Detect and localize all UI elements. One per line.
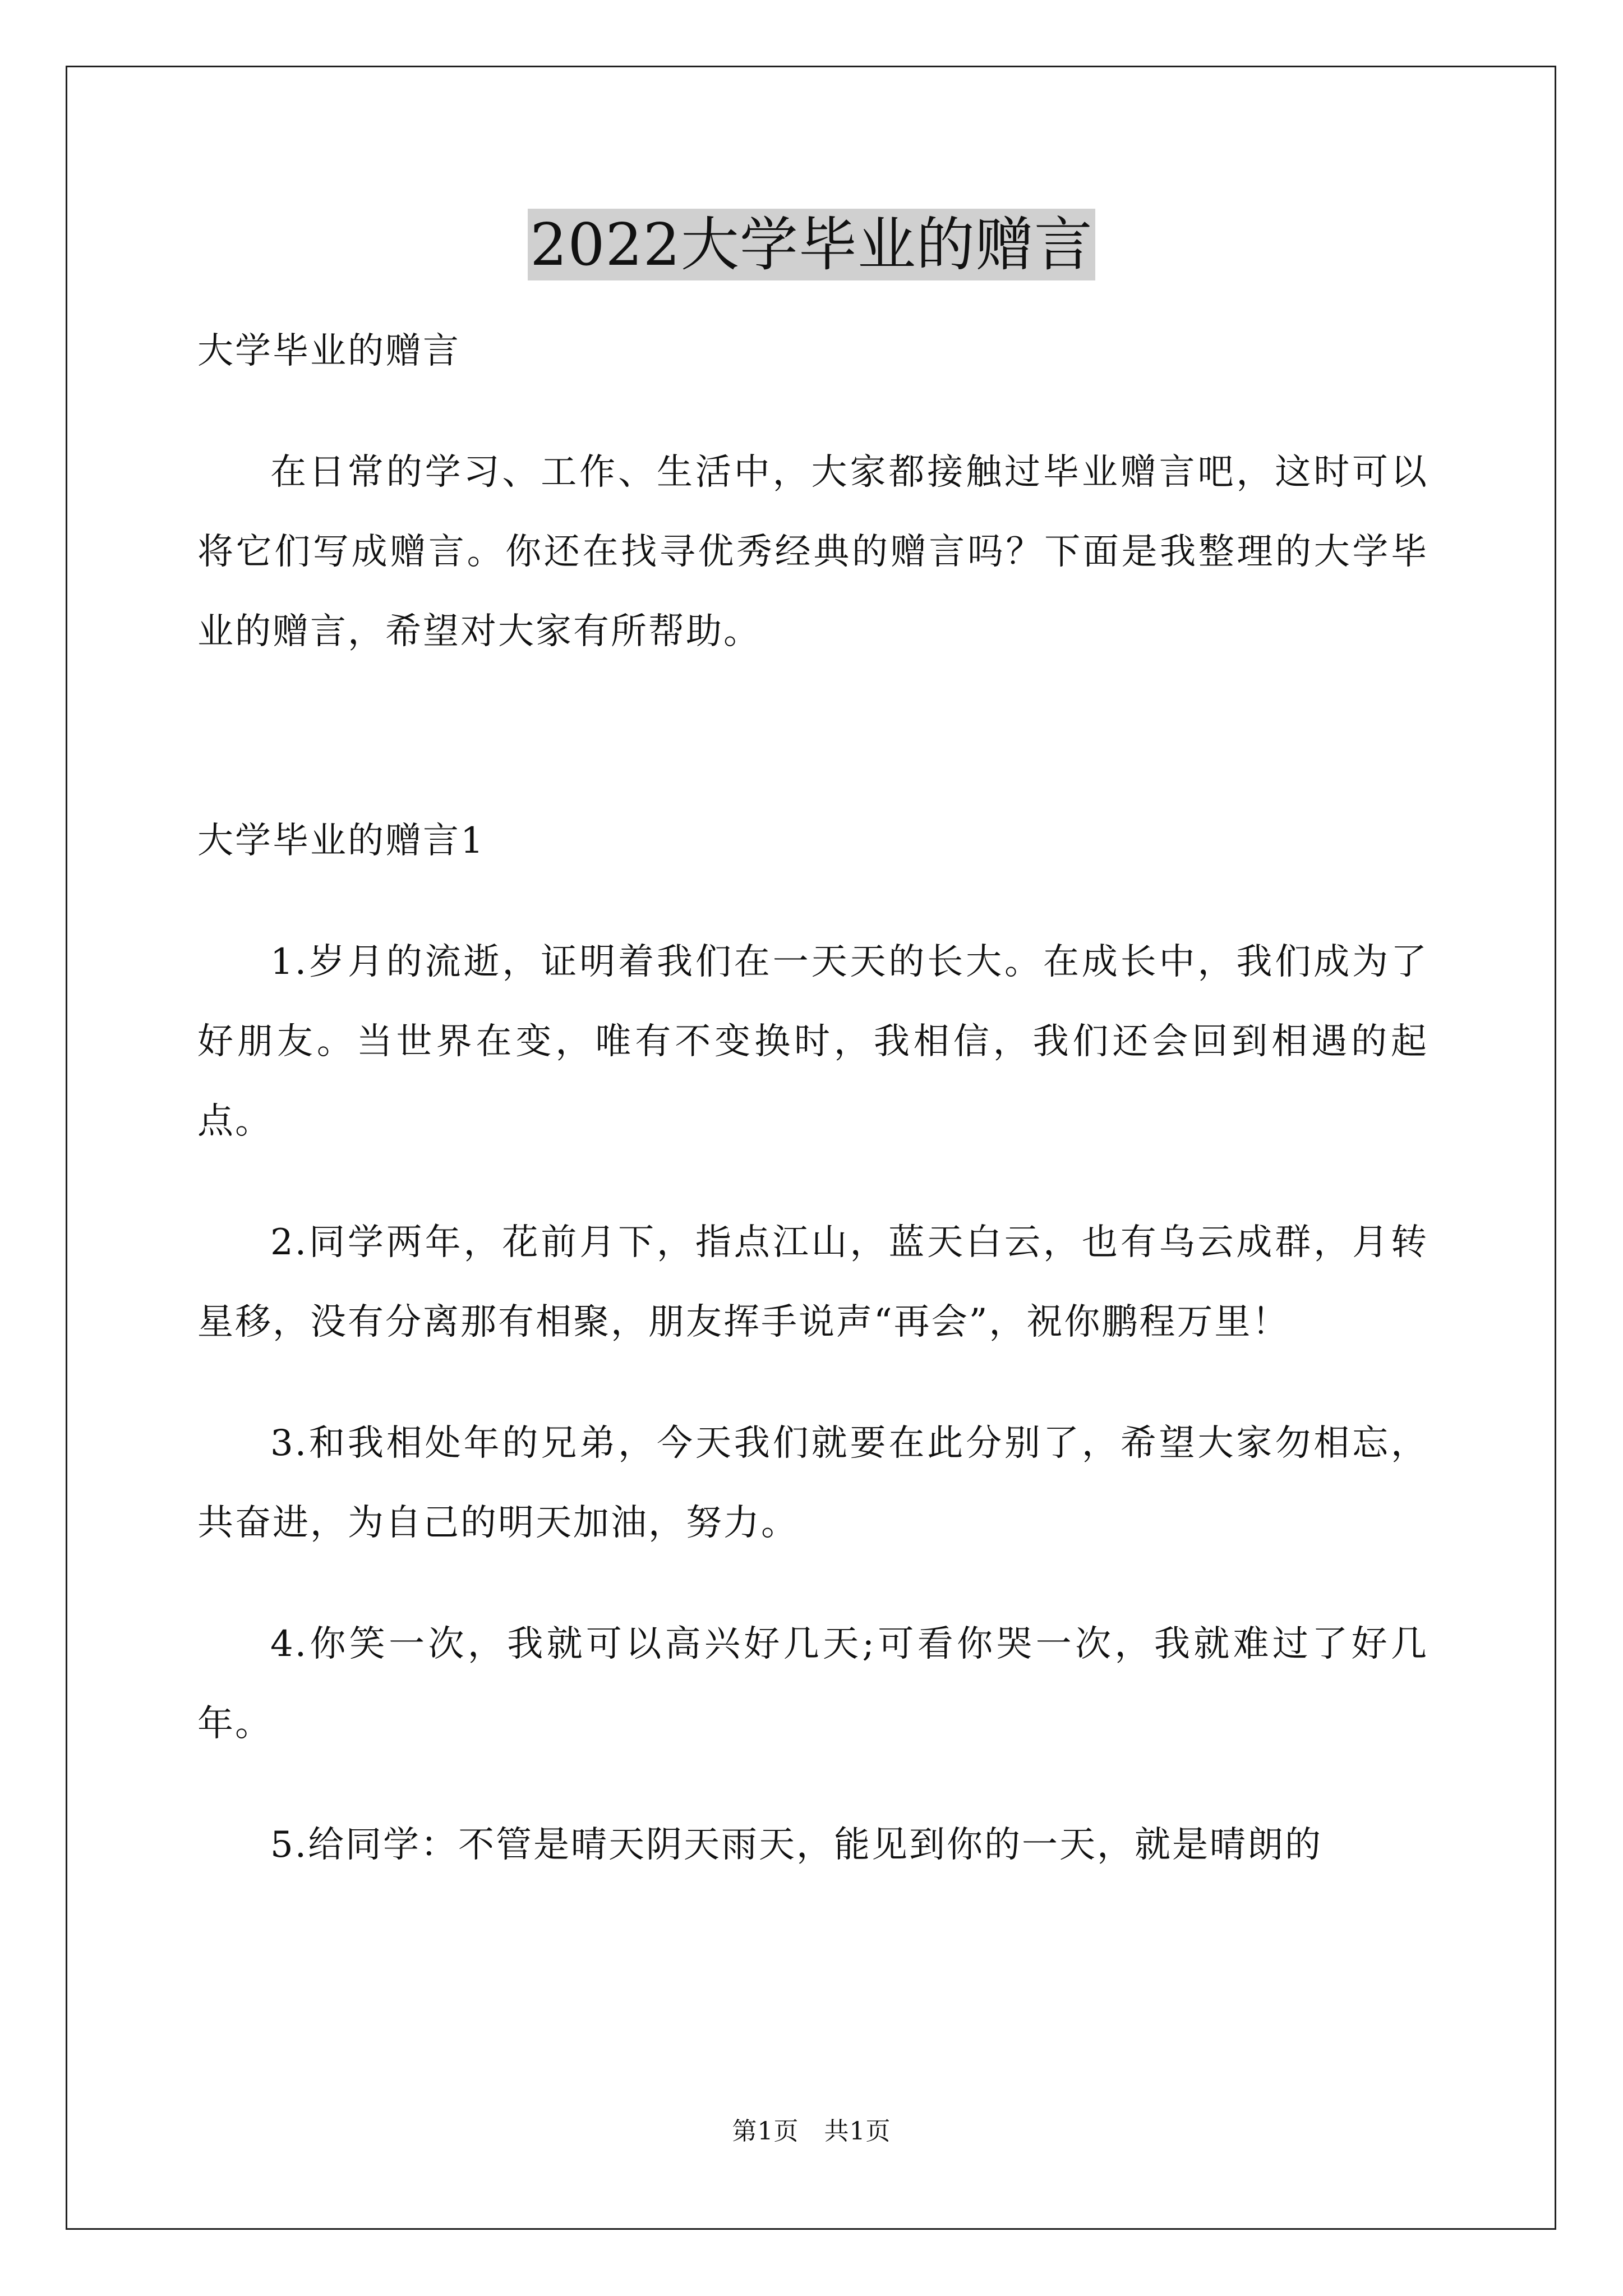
document-body	[197, 311, 1428, 1926]
list-item: 1.岁月的流逝，证明着我们在一天天的长大。在成长中，我们成为了好朋友。当世界在变，唯有不变换时，我相信，我们还会回到相遇的起点。	[197, 941, 1428, 1142]
list-item: 5.给同学：不管是晴天阴天雨天，能见到你的一天，就是晴朗的	[270, 1824, 1323, 1866]
document-title: 2022大学毕业的赠言	[528, 209, 1095, 280]
section-heading: 大学毕业的赠言1	[197, 820, 485, 862]
page-footer: 第1页 共1页	[732, 2117, 891, 2146]
title-container	[0, 209, 1623, 280]
intro-paragraph: 在日常的学习、工作、生活中，大家都接触过毕业赠言吧，这时可以将它们写成赠言。你还在找寻优秀经典的赠言吗？下面是我整理的大学毕业的赠言，希望对大家有所帮助。	[197, 452, 1428, 652]
section-spacer	[197, 713, 1428, 801]
document-subtitle: 大学毕业的赠言	[197, 330, 460, 372]
list-item: 2.同学两年，花前月下，指点江山，蓝天白云，也有乌云成群，月转星移，没有分离那有相聚，朋友挥手说声“再会”，祝你鹏程万里！	[197, 1222, 1428, 1343]
list-item: 3.和我相处年的兄弟，今天我们就要在此分别了，希望大家勿相忘，共奋进，为自己的明天加油，努力。	[197, 1423, 1428, 1544]
list-item: 4.你笑一次，我就可以高兴好几天;可看你哭一次，我就难过了好几年。	[197, 1623, 1428, 1745]
